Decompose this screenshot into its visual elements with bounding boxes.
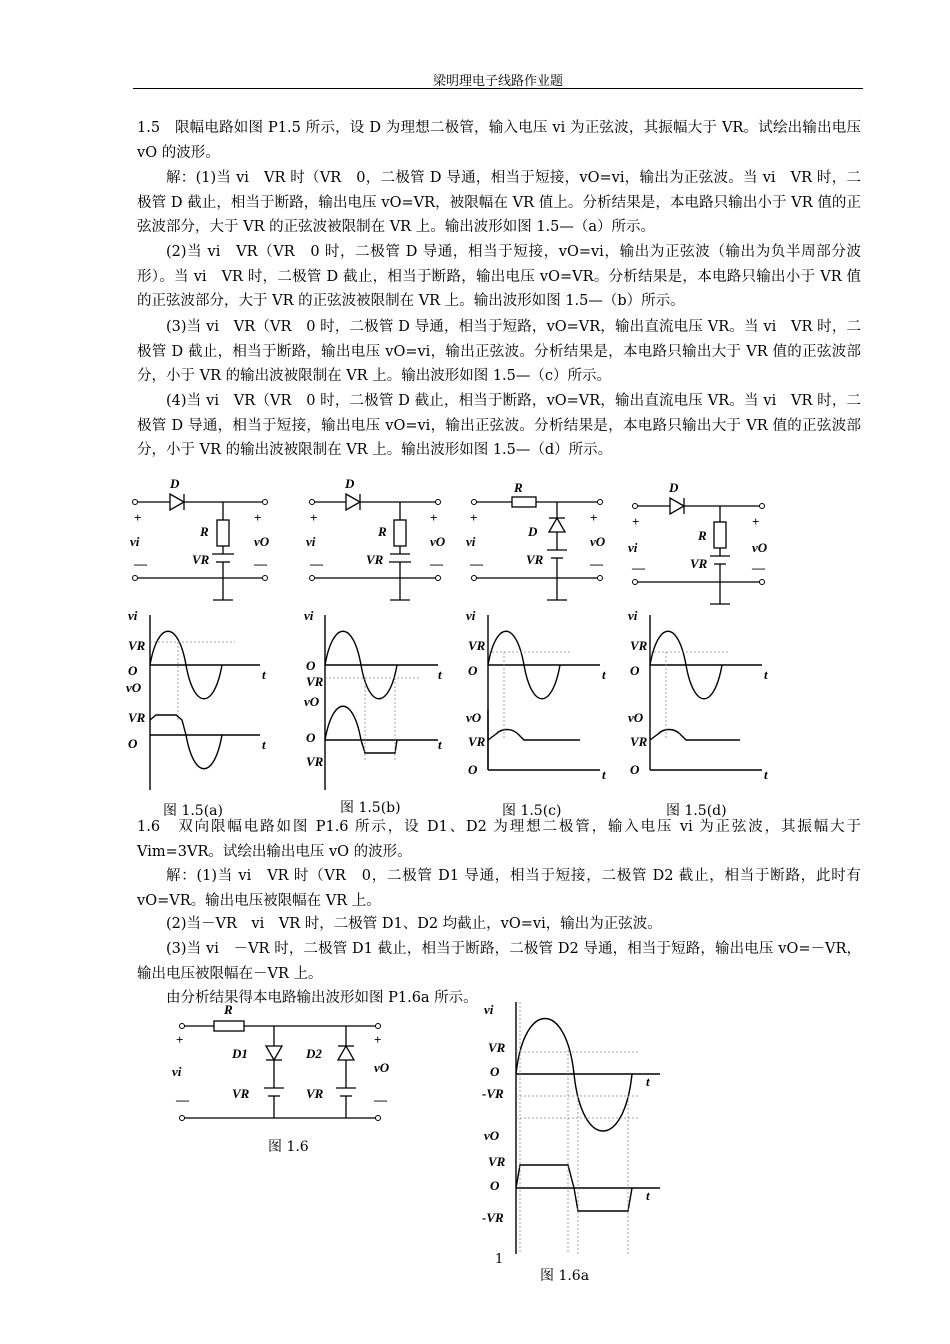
svg-text:vi: vi bbox=[130, 534, 140, 549]
svg-text:—: — bbox=[470, 556, 483, 571]
svg-text:vi: vi bbox=[306, 534, 316, 549]
problem-1-5-case3: (3)当 vi VR（VR 0 时，二极管 D 导通，相当于短路，vO=VR，输出直流电压 VR。当 vi VR 时，二极管 D 截止，相当于断路，输出电压 vO=vi，输出正弦波。分析结果是，本电路只输出大于 VR 值的正弦波部分，小于 VR 的输出波被限制在 VR 上。输出波形如图 1.5—（c）所示。 bbox=[137, 319, 861, 385]
svg-text:R: R bbox=[224, 1002, 233, 1017]
svg-text:+: + bbox=[470, 510, 478, 525]
svg-text:O: O bbox=[490, 1064, 500, 1079]
figure-1-6-circuit bbox=[170, 1000, 400, 1130]
svg-text:—: — bbox=[254, 556, 267, 571]
svg-text:vi: vi bbox=[466, 534, 476, 549]
svg-text:t: t bbox=[602, 667, 606, 682]
svg-text:vi: vi bbox=[628, 540, 638, 555]
svg-text:vO: vO bbox=[590, 534, 606, 549]
svg-text:t: t bbox=[646, 1188, 650, 1203]
svg-text:vO: vO bbox=[466, 710, 482, 725]
svg-text:vi: vi bbox=[172, 1064, 182, 1079]
svg-text:D1: D1 bbox=[232, 1046, 248, 1061]
svg-text:vO: vO bbox=[374, 1060, 390, 1075]
svg-text:VR: VR bbox=[192, 552, 210, 567]
svg-text:+: + bbox=[374, 1032, 382, 1047]
svg-text:O: O bbox=[490, 1178, 500, 1193]
svg-text:D: D bbox=[528, 524, 538, 539]
svg-text:—: — bbox=[590, 556, 603, 571]
svg-text:O: O bbox=[630, 663, 640, 678]
svg-text:O: O bbox=[468, 663, 478, 678]
svg-text:—: — bbox=[310, 556, 323, 571]
svg-text:VR: VR bbox=[306, 1086, 324, 1101]
caption-1-6: 图 1.6 bbox=[268, 1139, 309, 1155]
svg-text:vO: vO bbox=[430, 534, 446, 549]
svg-text:+: + bbox=[254, 510, 262, 525]
svg-text:vi: vi bbox=[304, 608, 314, 623]
svg-text:—: — bbox=[374, 1092, 387, 1107]
svg-text:t: t bbox=[262, 737, 266, 752]
svg-text:vi: vi bbox=[128, 608, 138, 623]
svg-text:D: D bbox=[345, 476, 355, 491]
svg-text:VR: VR bbox=[630, 734, 648, 749]
svg-text:t: t bbox=[764, 767, 768, 782]
svg-text:+: + bbox=[632, 514, 640, 529]
svg-text:t: t bbox=[764, 667, 768, 682]
svg-text:—: — bbox=[176, 1092, 189, 1107]
svg-text:-VR: -VR bbox=[482, 1210, 504, 1225]
svg-text:D: D bbox=[170, 476, 180, 491]
svg-text:t: t bbox=[438, 737, 442, 752]
svg-text:vO: vO bbox=[628, 710, 644, 725]
page-number: 1 bbox=[495, 1252, 504, 1267]
svg-text:—: — bbox=[430, 556, 443, 571]
svg-text:O: O bbox=[306, 658, 316, 673]
svg-text:VR: VR bbox=[690, 556, 708, 571]
problem-1-5-statement: 1.5 限幅电路如图 P1.5 所示，设 D 为理想二极管，输入电压 vi 为正弦波，其振幅大于 VR。试绘出输出电压 vO 的波形。 bbox=[137, 120, 861, 161]
svg-text:vi: vi bbox=[466, 608, 476, 623]
figure-1-6a-waveform bbox=[470, 1000, 670, 1260]
svg-text:O: O bbox=[128, 736, 138, 751]
svg-text:—: — bbox=[632, 560, 645, 575]
svg-text:+: + bbox=[310, 510, 318, 525]
figure-1-5 bbox=[120, 470, 800, 800]
svg-text:VR: VR bbox=[128, 710, 146, 725]
svg-text:R: R bbox=[698, 528, 707, 543]
svg-text:VR: VR bbox=[488, 1040, 506, 1055]
svg-text:vO: vO bbox=[304, 694, 320, 709]
svg-text:D2: D2 bbox=[306, 1046, 322, 1061]
caption-1-5a: 图 1.5(a) bbox=[163, 803, 223, 819]
problem-1-5-case1: 解：(1)当 vi VR 时（VR 0，二极管 D 导通，相当于短接，vO=vi，输出为正弦波。当 vi VR 时，二极管 D 截止，相当于断路，输出电压 vO=VR，被限幅在 VR 值上。分析结果是，本电路只输出小于 VR 值的正弦波部分，大于 VR 的正弦波被限制在 VR 上。输出波形如图 1.5—（a）所示。 bbox=[137, 170, 861, 236]
svg-text:t: t bbox=[262, 667, 266, 682]
svg-text:vO: vO bbox=[752, 540, 768, 555]
svg-text:R: R bbox=[378, 524, 387, 539]
svg-text:+: + bbox=[430, 510, 438, 525]
svg-text:D: D bbox=[669, 480, 679, 495]
svg-text:t: t bbox=[602, 767, 606, 782]
header-rule bbox=[133, 88, 863, 89]
svg-text:VR: VR bbox=[306, 754, 324, 769]
svg-text:O: O bbox=[306, 730, 316, 745]
svg-text:VR: VR bbox=[630, 638, 648, 653]
caption-1-6a: 图 1.6a bbox=[540, 1268, 590, 1284]
caption-1-5b: 图 1.5(b) bbox=[340, 800, 401, 816]
svg-text:VR: VR bbox=[306, 674, 324, 689]
svg-text:+: + bbox=[752, 514, 760, 529]
svg-text:t: t bbox=[646, 1074, 650, 1089]
svg-text:VR: VR bbox=[128, 638, 146, 653]
svg-text:O: O bbox=[468, 762, 478, 777]
svg-text:vi: vi bbox=[484, 1002, 494, 1017]
svg-text:O: O bbox=[128, 663, 138, 678]
svg-text:VR: VR bbox=[366, 552, 384, 567]
svg-text:R: R bbox=[514, 480, 523, 495]
svg-text:—: — bbox=[752, 560, 765, 575]
svg-text:—: — bbox=[134, 556, 147, 571]
svg-text:-VR: -VR bbox=[482, 1086, 504, 1101]
problem-1-6-case1: 解：(1)当 vi VR 时（VR 0，二极管 D1 导通，相当于短接，二极管 D2 截止，相当于断路，此时有 vO=VR。输出电压被限幅在 VR 上。 bbox=[137, 868, 861, 909]
svg-text:R: R bbox=[200, 524, 209, 539]
problem-1-5-case2: (2)当 vi VR（VR 0 时，二极管 D 导通，相当于短接，vO=vi，输出为正弦波（输出为负半周部分波形）。当 vi VR 时，二极管 D 截止，相当于断路，输出电压 vO=VR。分析结果是，本电路只输出小于 VR 值的正弦波部分，大于 VR 的正弦波被限制在 VR 上。输出波形如图 1.5—（b）所示。 bbox=[137, 244, 861, 310]
svg-text:VR: VR bbox=[468, 734, 486, 749]
svg-text:+: + bbox=[590, 510, 598, 525]
svg-text:t: t bbox=[438, 667, 442, 682]
caption-1-5d: 图 1.5(d) bbox=[666, 803, 727, 819]
svg-text:+: + bbox=[134, 510, 142, 525]
svg-text:VR: VR bbox=[232, 1086, 250, 1101]
svg-text:+: + bbox=[176, 1032, 184, 1047]
svg-text:VR: VR bbox=[526, 552, 544, 567]
svg-text:O: O bbox=[630, 762, 640, 777]
problem-1-6-case2: (2)当－VR vi VR 时，二极管 D1、D2 均截止，vO=vi，输出为正弦波。 bbox=[166, 916, 662, 932]
problem-1-5-case4: (4)当 vi VR（VR 0 时，二极管 D 截止，相当于断路，vO=VR，输出直流电压 VR。当 vi VR 时，二极管 D 导通，相当于短接，输出电压 vO=vi，输出正弦波。分析结果是，本电路只输出大于 VR 值的正弦波部分，小于 VR 的输出波被限制在 VR 上。输出波形如图 1.5—（d）所示。 bbox=[137, 393, 861, 459]
svg-text:VR: VR bbox=[488, 1154, 506, 1169]
svg-text:VR: VR bbox=[468, 638, 486, 653]
svg-text:vO: vO bbox=[254, 534, 270, 549]
svg-text:vO: vO bbox=[484, 1128, 500, 1143]
problem-1-6-conclusion: 由分析结果得本电路输出波形如图 P1.6a 所示。 bbox=[166, 990, 478, 1006]
page-header: 梁明理电子线路作业题 bbox=[432, 74, 563, 89]
caption-1-5c: 图 1.5(c) bbox=[502, 803, 562, 819]
problem-1-6-case3: (3)当 vi －VR 时，二极管 D1 截止，相当于断路，二极管 D2 导通，相当于短路，输出电压 vO=－VR，输出电压被限幅在－VR 上。 bbox=[137, 941, 861, 982]
svg-text:vi: vi bbox=[628, 608, 638, 623]
svg-text:vO: vO bbox=[126, 680, 142, 695]
problem-1-6-statement: 1.6 双向限幅电路如图 P1.6 所示，设 D1、D2 为理想二极管，输入电压 vi 为正弦波，其振幅大于 Vim=3VR。试绘出输出电压 vO 的波形。 bbox=[137, 819, 861, 860]
